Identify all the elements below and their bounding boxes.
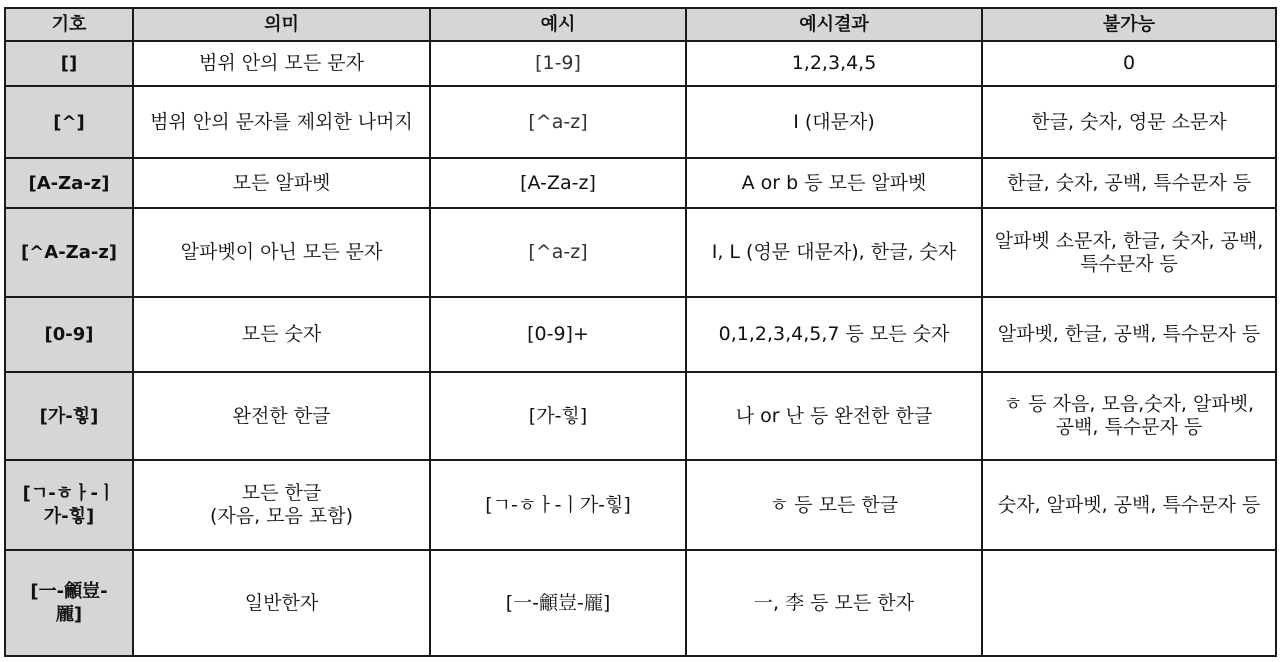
meaning-cell: 알파벳이 아닌 모든 문자 bbox=[133, 208, 430, 297]
result-cell: 1,2,3,4,5 bbox=[686, 41, 982, 86]
meaning-line: (자음, 모음 포함) bbox=[209, 505, 354, 527]
symbol-cell bbox=[5, 550, 133, 656]
result-cell: A or b 등 모든 알파벳 bbox=[686, 158, 982, 208]
header-example: 예시 bbox=[430, 8, 686, 41]
symbol-line: [一-龥豈- bbox=[30, 581, 108, 602]
meaning-cell: 모든 숫자 bbox=[133, 297, 430, 372]
table-row bbox=[5, 86, 1276, 158]
meaning-cell: 범위 안의 문자를 제외한 나머지 bbox=[133, 86, 430, 158]
table-row bbox=[5, 158, 1276, 208]
result-cell: I (대문자) bbox=[686, 86, 982, 158]
table-row bbox=[5, 550, 1276, 656]
regex-table bbox=[4, 7, 1277, 657]
symbol-cell: [^] bbox=[5, 86, 133, 158]
meaning-cell: 일반한자 bbox=[133, 550, 430, 656]
impossible-cell: 숫자, 알파벳, 공백, 특수문자 등 bbox=[982, 460, 1276, 550]
example-cell: [ㄱ-ㅎㅏ-ㅣ가-힣] bbox=[430, 460, 686, 550]
header-result: 예시결과 bbox=[686, 8, 982, 41]
header-symbol: 기호 bbox=[5, 8, 133, 41]
header-meaning: 의미 bbox=[133, 8, 430, 41]
impossible-cell: 0 bbox=[982, 41, 1276, 86]
example-cell: [가-힣] bbox=[430, 372, 686, 460]
symbol-cell bbox=[5, 460, 133, 550]
meaning-cell bbox=[133, 460, 430, 550]
impossible-cell bbox=[982, 550, 1276, 656]
result-cell: 一, 李 등 모든 한자 bbox=[686, 550, 982, 656]
impossible-cell: 한글, 숫자, 영문 소문자 bbox=[982, 86, 1276, 158]
symbol-cell: [^A-Za-z] bbox=[5, 208, 133, 297]
impossible-cell: ㅎ 등 자음, 모음,숫자, 알파벳, 공백, 특수문자 등 bbox=[982, 372, 1276, 460]
table-row bbox=[5, 208, 1276, 297]
symbol-line: 가-힣] bbox=[43, 506, 95, 527]
table-row bbox=[5, 460, 1276, 550]
meaning-cell: 완전한 한글 bbox=[133, 372, 430, 460]
header-impossible: 불가능 bbox=[982, 8, 1276, 41]
symbol-cell: [A-Za-z] bbox=[5, 158, 133, 208]
example-cell: [^a-z] bbox=[430, 86, 686, 158]
symbol-cell: [0-9] bbox=[5, 297, 133, 372]
impossible-cell: 한글, 숫자, 공백, 특수문자 등 bbox=[982, 158, 1276, 208]
symbol-line: [ㄱ-ㅎㅏ-ㅣ bbox=[22, 483, 116, 504]
result-cell: I, L (영문 대문자), 한글, 숫자 bbox=[686, 208, 982, 297]
meaning-cell: 범위 안의 모든 문자 bbox=[133, 41, 430, 86]
example-cell: [一-龥豈-龎] bbox=[430, 550, 686, 656]
symbol-cell: [가-힣] bbox=[5, 372, 133, 460]
impossible-cell: 알파벳, 한글, 공백, 특수문자 등 bbox=[982, 297, 1276, 372]
example-cell: [A-Za-z] bbox=[430, 158, 686, 208]
result-cell: 나 or 난 등 완전한 한글 bbox=[686, 372, 982, 460]
header-row bbox=[5, 8, 1276, 41]
result-cell: ㅎ 등 모든 한글 bbox=[686, 460, 982, 550]
symbol-cell: [] bbox=[5, 41, 133, 86]
result-cell: 0,1,2,3,4,5,7 등 모든 숫자 bbox=[686, 297, 982, 372]
meaning-cell: 모든 알파벳 bbox=[133, 158, 430, 208]
impossible-cell: 알파벳 소문자, 한글, 숫자, 공백, 특수문자 등 bbox=[982, 208, 1276, 297]
example-cell: [0-9]+ bbox=[430, 297, 686, 372]
example-cell: [^a-z] bbox=[430, 208, 686, 297]
meaning-line: 모든 한글 bbox=[241, 482, 322, 504]
table-row bbox=[5, 372, 1276, 460]
table-row bbox=[5, 41, 1276, 86]
example-cell: [1-9] bbox=[430, 41, 686, 86]
table-row bbox=[5, 297, 1276, 372]
symbol-line: 龎] bbox=[55, 604, 83, 625]
